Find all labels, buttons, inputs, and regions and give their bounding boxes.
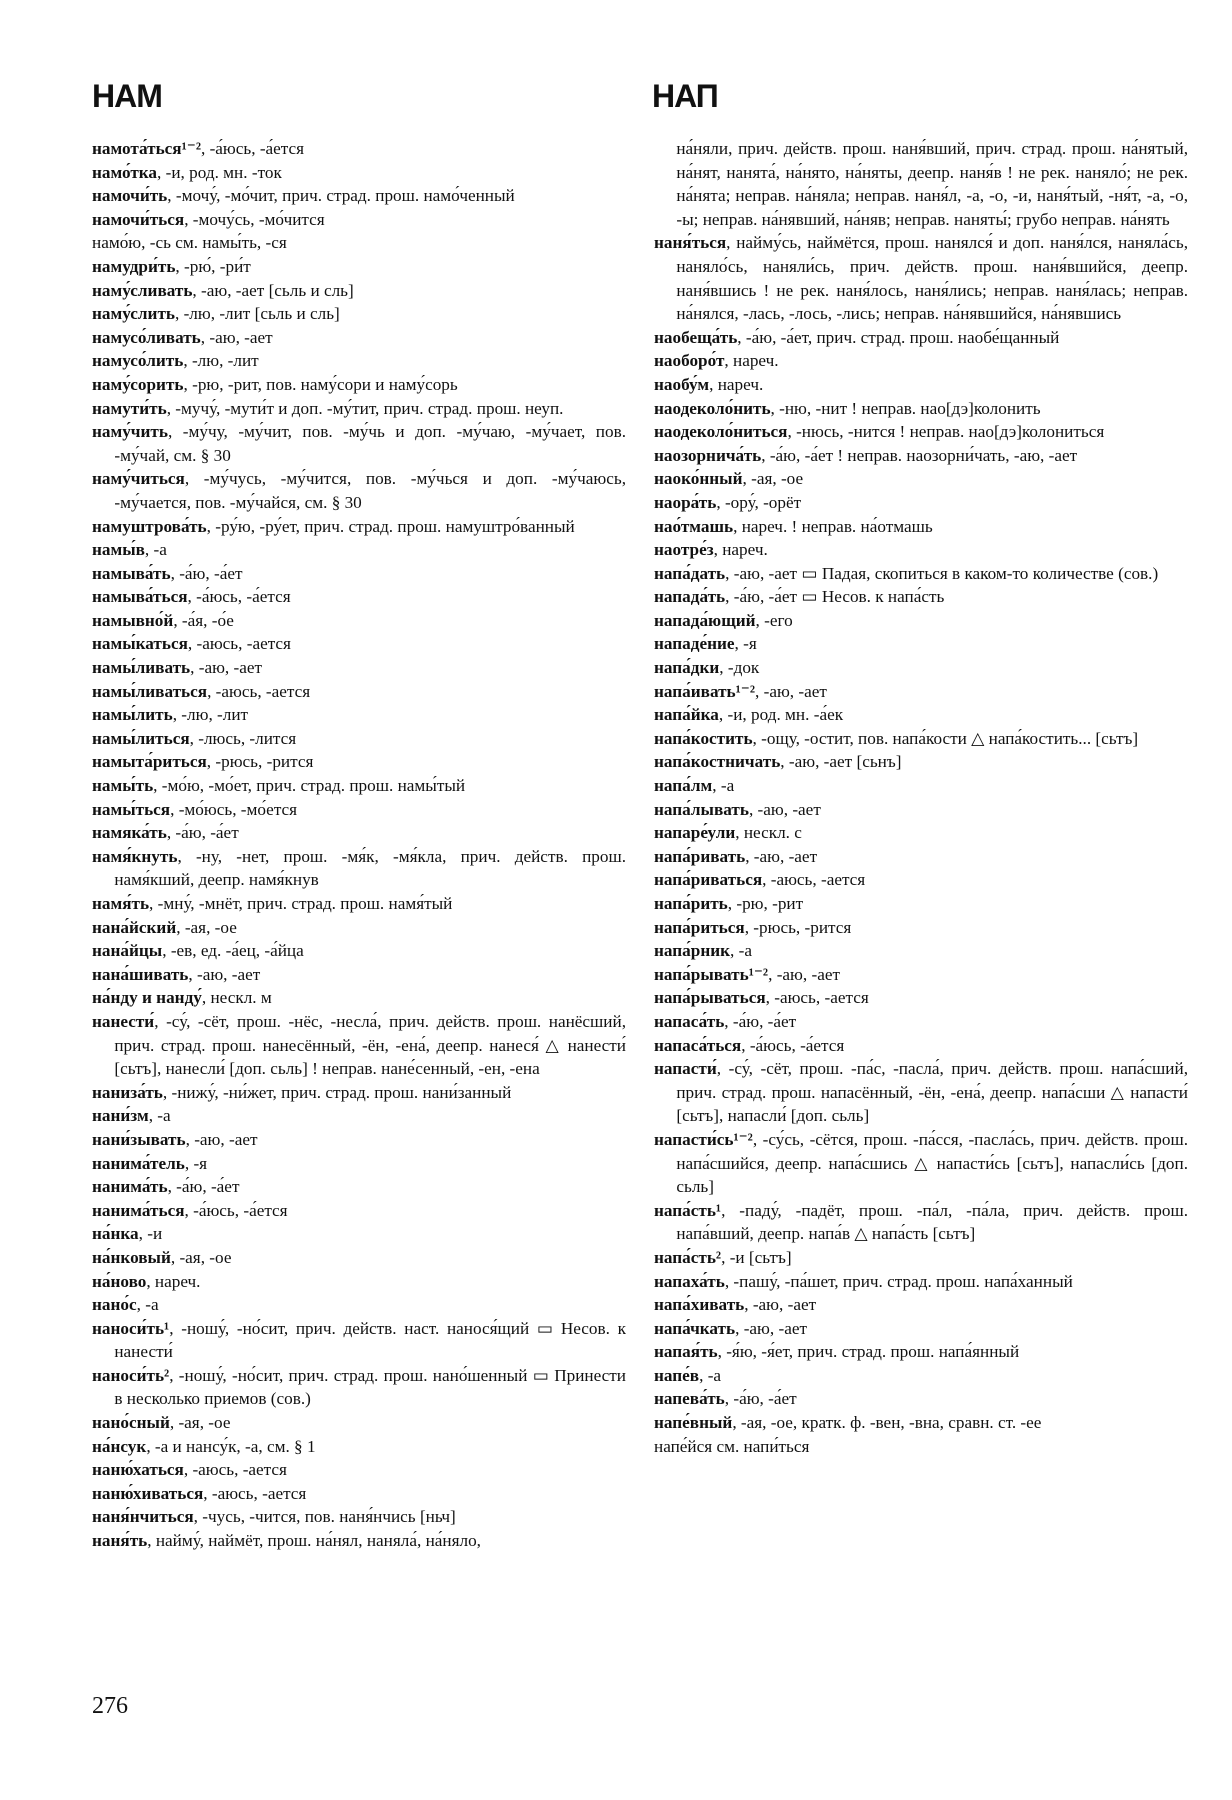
entry-definition: , -му́чусь, -му́чится, пов. -му́чься и доп. -му́чаюсь, -му́чается, пов. -му́чайся, см. § 30 <box>114 469 626 512</box>
entry-definition: , -аю, -ает <box>745 846 818 866</box>
entry-definition: , -аю, -ает <box>735 1318 807 1338</box>
entry-definition: , -а́юсь, -а́ется <box>187 587 291 607</box>
headword: наоко́нный <box>654 469 743 489</box>
entry-definition: , -аю, -ает <box>768 964 840 984</box>
dictionary-entry <box>92 680 626 704</box>
entry-definition: , найму́, наймёт, прош. на́нял, наняла́, на́няло, <box>147 1531 481 1551</box>
dictionary-entry <box>92 727 626 751</box>
entry-definition: , -ая, -ое <box>176 917 237 937</box>
dictionary-entry <box>654 585 1188 609</box>
entry-definition: , -а́ю, -а́ет ! неправ. наозорни́чать, -аю, -ает <box>761 445 1078 465</box>
entry-definition: , -а <box>730 941 752 961</box>
entry-definition: , -а и нансу́к, -а, см. § 1 <box>146 1436 316 1456</box>
headword: нанима́ть <box>92 1177 168 1197</box>
entry-definition: , -я <box>184 1153 208 1173</box>
entry-definition: , -чусь, -чится, пов. наня́нчись [ньч] <box>193 1507 456 1527</box>
headword: наму́сливать <box>92 280 193 300</box>
entry-definition: , -мну́, -мнёт, прич. страд. прош. намя́тый <box>149 894 453 913</box>
headword: намы́каться <box>92 634 188 654</box>
entry-definition: , -ру́ю, -ру́ет, прич. страд. прош. намуштро́ванный <box>206 516 575 536</box>
headword: намыва́ться <box>92 587 188 607</box>
dictionary-entry <box>92 632 626 656</box>
dictionary-entry <box>654 1199 1188 1246</box>
headword: намы́ть <box>92 776 154 796</box>
entry-definition: , -му́чу, -му́чит, пов. -му́чь и доп. -му́чаю, -му́чает, пов. -му́чай, см. § 30 <box>114 422 626 465</box>
dictionary-entry <box>92 1010 626 1081</box>
dictionary-entry <box>92 397 626 421</box>
dictionary-entry <box>92 184 626 208</box>
headword: наноси́ть² <box>92 1365 170 1385</box>
entry-definition: , -ору́, -орёт <box>716 492 802 512</box>
headword: напа́рываться <box>654 988 766 1008</box>
headword: намути́ть <box>92 398 167 418</box>
headword: напа́костничать <box>654 752 781 772</box>
entry-definition: , -ню, -нит ! неправ. нао[дэ]колонить <box>770 398 1041 418</box>
entry-definition: , -пашу́, -па́шет, прич. страд. прош. напа́ханный <box>724 1271 1073 1291</box>
header-left: НАМ <box>92 78 162 114</box>
entry-definition: , -его <box>755 610 793 630</box>
dictionary-entry <box>92 1505 626 1529</box>
headword: нано́с <box>92 1295 137 1315</box>
headword: намуштрова́ть <box>92 516 207 536</box>
headword: наноси́ть¹ <box>92 1318 170 1338</box>
dictionary-entry <box>654 1387 1188 1411</box>
headword: намы́в <box>92 540 145 560</box>
dictionary-entry <box>654 373 1188 397</box>
headword: наму́сорить <box>92 374 184 394</box>
dictionary-entry <box>654 349 1188 373</box>
entry-definition: , -ощу, -остит, пов. напа́кости △ напа́костить... [сьтъ] <box>752 728 1139 748</box>
headword: напаре́ули <box>654 823 736 843</box>
entry-definition: , -я <box>734 634 757 654</box>
entry-definition: , -су́, -сёт, прош. -нёс, -несла́, прич. действ. прош. нанёсший, прич. страд. прош. нанесённый, -ён, -ена́, деепр. нанеся́ △ нанести́ [сьтъ], нанесли́ [доп. сьль] ! неправ. нане́сенный, -ен, -ена <box>114 1011 626 1079</box>
dictionary-entry <box>92 774 626 798</box>
entry-definition: , -ношу́, -но́сит, прич. действ. наст. нанося́щий ▭ Несов. к нанести́ <box>114 1318 626 1362</box>
dictionary-entry <box>654 727 1188 751</box>
headword: наобу́м <box>654 374 710 394</box>
dictionary-entry <box>92 1081 626 1105</box>
dictionary-entry <box>92 1435 626 1459</box>
entry-definition: , -лю, -лит <box>183 351 259 371</box>
dictionary-entry <box>654 1340 1188 1364</box>
dictionary-entry <box>654 1411 1188 1435</box>
headword: нана́йский <box>92 917 177 937</box>
entry-definition: , -ая, -ое <box>169 1413 231 1433</box>
headword: нани́зм <box>92 1106 149 1126</box>
dictionary-entry <box>654 774 1188 798</box>
entry-definition: , -ая, -ое <box>170 1247 232 1267</box>
entry-definition: , -а́ю, -а́ет <box>170 563 243 583</box>
entry-definition: , -ая, -ое <box>742 469 804 489</box>
headword: нани́зывать <box>92 1129 186 1149</box>
dictionary-entry <box>92 986 626 1010</box>
dictionary-entry <box>654 231 1188 325</box>
dictionary-entry <box>92 515 626 539</box>
dictionary-entry <box>654 467 1188 491</box>
entry-definition: , -аюсь, -ается <box>765 988 869 1008</box>
dictionary-entry <box>92 231 626 255</box>
dictionary-entry <box>92 279 626 303</box>
headword: намусо́лить <box>92 351 184 371</box>
dictionary-entry <box>654 963 1188 987</box>
headword: напа́дать <box>654 563 726 583</box>
headword: на́ново <box>92 1271 147 1291</box>
headword: напа́рывать¹⁻² <box>654 964 769 984</box>
dictionary-entry <box>654 821 1188 845</box>
entry-definition: , -аю, -ает <box>185 1129 258 1149</box>
dictionary-entry <box>654 1034 1188 1058</box>
entry-definition: , -мучу́, -мути́т и доп. -му́тит, прич. страд. прош. неуп. <box>166 398 564 418</box>
dictionary-entry <box>654 1128 1188 1199</box>
entry-definition: , -нижу́, -ни́жет, прич. страд. прош. нани́занный <box>162 1082 512 1102</box>
entry-definition: , -аюсь, -ается <box>207 681 311 701</box>
dictionary-entry <box>92 208 626 232</box>
dictionary-entry <box>92 562 626 586</box>
headword: наня́нчиться <box>92 1507 194 1527</box>
entry-definition: , нескл. с <box>735 823 802 843</box>
headword: наня́ть <box>92 1531 148 1551</box>
entry-definition: , -аюсь, -ается <box>183 1460 287 1480</box>
entry-definition: , -а́ю, -а́ет <box>724 1389 797 1409</box>
headword: намывно́й <box>92 610 174 630</box>
headword: намы́ливать <box>92 658 191 678</box>
dictionary-entry <box>92 892 626 916</box>
entry-definition: напе́йся см. напи́ться <box>654 1436 810 1456</box>
headword: напа́рить <box>654 894 728 913</box>
headword: напаса́ться <box>654 1035 742 1055</box>
entry-definition: , -а́ю, -а́ет, прич. страд. прош. наобе́щанный <box>737 327 1060 347</box>
headword: нанима́тель <box>92 1153 185 1173</box>
headword: наора́ть <box>654 492 717 512</box>
entry-definition: , -а <box>699 1365 722 1385</box>
headword: намусо́ливать <box>92 327 201 347</box>
dictionary-entry <box>92 939 626 963</box>
dictionary-entry <box>654 1246 1188 1270</box>
headword: на́нковый <box>92 1247 171 1267</box>
entry-definition: , -а́юсь, -а́ется <box>741 1035 845 1055</box>
entry-definition: , -аюсь, -ается <box>762 870 866 890</box>
dictionary-entry <box>654 1317 1188 1341</box>
headword: намо́тка <box>92 162 158 182</box>
headword: наозорнича́ть <box>654 445 762 465</box>
headword: напа́йка <box>654 705 719 725</box>
dictionary-entry <box>654 1270 1188 1294</box>
entry-definition: , -аю, -ает ▭ Падая, скопиться в каком-то количестве (сов.) <box>725 563 1159 583</box>
entry-definition: , -а́ю, -а́ет <box>724 1011 797 1031</box>
dictionary-entry <box>92 845 626 892</box>
headword: намочи́ться <box>92 209 185 229</box>
entry-definition: , -ну, -нет, прош. -мя́к, -мя́кла, прич. действ. прош. намя́кший, деепр. намя́кнув <box>114 846 626 890</box>
dictionary-entry <box>654 986 1188 1010</box>
entry-definition: , -рю́, -ри́т <box>175 256 251 276</box>
dictionary-entry <box>92 609 626 633</box>
dictionary-entry <box>654 515 1188 539</box>
headword: нанести́ <box>92 1011 155 1031</box>
headword: напе́вный <box>654 1413 733 1433</box>
headword: напа́риваться <box>654 870 763 890</box>
entry-definition: , -аюсь, -ается <box>203 1483 307 1503</box>
entry-definition: , -рюсь, -рится <box>744 917 852 937</box>
entry-definition: , -и, род. мн. -а́ек <box>718 705 844 725</box>
entry-definition: , -ая, -ое, кратк. ф. -вен, -вна, сравн. ст. -ее <box>732 1413 1042 1433</box>
dictionary-entry <box>92 420 626 467</box>
dictionary-entry <box>654 798 1188 822</box>
dictionary-entry <box>92 302 626 326</box>
headword: наму́читься <box>92 469 185 489</box>
dictionary-entry <box>92 916 626 940</box>
entry-definition: , -аю, -ает [сьль и сль] <box>192 280 354 300</box>
dictionary-entry <box>654 562 1188 586</box>
entry-definition: , -рю, -рит <box>727 894 804 913</box>
headword: напа́рник <box>654 941 731 961</box>
entry-definition: , -аю, -ает <box>755 681 827 701</box>
dictionary-entry <box>92 349 626 373</box>
dictionary-entry <box>654 868 1188 892</box>
headword: наму́чить <box>92 422 168 442</box>
headword: наму́слить <box>92 304 175 324</box>
entry-definition: , -лю, -лит <box>172 705 249 725</box>
headword: нана́йцы <box>92 941 163 961</box>
entry-definition: намо́ю, -сь см. намы́ть, -ся <box>92 233 287 253</box>
headword: напа́риться <box>654 917 745 937</box>
header-right: НАП <box>652 78 718 114</box>
headword: намота́ться¹⁻² <box>92 139 201 158</box>
entry-definition: , -лю, -лит [сьль и сль] <box>174 304 340 324</box>
dictionary-entry <box>92 161 626 185</box>
headword: намыва́ть <box>92 563 171 583</box>
dictionary-entry <box>92 1317 626 1364</box>
entry-definition: , -и, род. мн. -ток <box>157 162 282 182</box>
dictionary-entry <box>92 1175 626 1199</box>
headword: на́нду и нанду́ <box>92 988 202 1008</box>
headword: напа́ривать <box>654 846 746 866</box>
headword: напа́костить <box>654 728 753 748</box>
headword: напада́ть <box>654 587 726 607</box>
headword: наодеколо́нить <box>654 398 771 418</box>
dictionary-entry <box>92 467 626 514</box>
headword: нано́сный <box>92 1413 170 1433</box>
headword: наню́хаться <box>92 1460 184 1480</box>
entry-definition: , нескл. м <box>201 988 272 1008</box>
left-column <box>92 137 626 1553</box>
dictionary-entry <box>92 1364 626 1411</box>
entry-definition: , -аю, -ает [сьнъ] <box>780 752 902 772</box>
dictionary-entry <box>654 397 1188 421</box>
dictionary-entry <box>92 1199 626 1223</box>
entry-definition: , нареч. ! неправ. на́отмашь <box>733 516 933 536</box>
headword: напа́чкать <box>654 1318 736 1338</box>
dictionary-entry <box>92 585 626 609</box>
entry-definition: , -мочу́, -мо́чит, прич. страд. прош. намо́ченный <box>167 186 515 206</box>
dictionary-entry <box>92 373 626 397</box>
entry-definition: , -нюсь, -нится ! неправ. нао[дэ]колониться <box>787 422 1105 442</box>
headword: нао́тмашь <box>654 516 734 536</box>
dictionary-entry <box>654 750 1188 774</box>
entry-definition: на́няли, прич. действ. прош. наня́вший, прич. страд. прош. на́нятый, на́нят, нанята́, на́нято, на́няты, деепр. наня́в ! не рек. наняло́; не рек. на́нята; неправ. на́няла; неправ. наня́л, -а, -о, -и, наня́тый, -ня́т, -а, -о, -ы; неправ. на́нявший, на́няв; неправ. наняты́; грубо неправ. на́нять <box>676 139 1188 229</box>
headword: напасти́сь¹⁻² <box>654 1129 753 1149</box>
entry-definition: , -ев, ед. -а́ец, -а́йца <box>162 941 304 961</box>
dictionary-entry <box>654 656 1188 680</box>
headword: нанима́ться <box>92 1200 185 1220</box>
dictionary-entry <box>92 1411 626 1435</box>
entry-definition: , нареч. <box>724 351 779 371</box>
entry-definition: , -люсь, -лится <box>189 728 297 748</box>
headword: напасти́ <box>654 1059 717 1079</box>
entry-definition: , -а́ю, -а́ет <box>166 823 239 843</box>
entry-definition: , -паду́, -падёт, прош. -па́л, -па́ла, прич. действ. прош. напа́вший, деепр. напа́в △ напа́сть [сьтъ] <box>676 1200 1188 1244</box>
dictionary-entry <box>654 538 1188 562</box>
entry-definition: , -су́сь, -сётся, прош. -па́сся, -пасла́сь, прич. действ. прош. напа́сшийся, деепр. напа́сшись △ напасти́сь [сьтъ], напасли́сь [доп. сьль] <box>676 1129 1188 1197</box>
headword: напа́сть¹ <box>654 1200 722 1220</box>
headword: наоборо́т <box>654 351 725 371</box>
dictionary-entry <box>654 892 1188 916</box>
dictionary-entry <box>92 1246 626 1270</box>
dictionary-entry <box>92 1128 626 1152</box>
dictionary-entry <box>654 420 1188 444</box>
headword: напа́лм <box>654 776 713 796</box>
dictionary-entry <box>92 137 626 161</box>
entry-definition: , -су́, -сёт, прош. -па́с, -пасла́, прич. действ. прош. напа́сший, прич. страд. прош. напасённый, -ён, -ена́, деепр. напа́сши △ напасти́ [сьтъ], напасли́ [доп. сьль] <box>676 1059 1188 1126</box>
dictionary-entry <box>654 444 1188 468</box>
dictionary-entry <box>92 963 626 987</box>
page-number: 276 <box>92 1693 128 1719</box>
headword: на́нка <box>92 1224 139 1244</box>
dictionary-entry <box>92 326 626 350</box>
entry-definition: , -а <box>144 540 167 560</box>
headword: намяка́ть <box>92 823 167 843</box>
headword: намыта́риться <box>92 752 207 772</box>
headword: намы́литься <box>92 728 190 748</box>
headword: напе́в <box>654 1365 700 1385</box>
headword: намя́кнуть <box>92 846 178 866</box>
headword: намя́ть <box>92 894 150 913</box>
dictionary-entry <box>92 656 626 680</box>
entry-definition: , -и <box>138 1224 163 1244</box>
headword: наодеколо́ниться <box>654 422 788 442</box>
entry-definition: , -рюсь, -рится <box>206 752 314 772</box>
entry-definition: , -а́я, -о́е <box>173 610 234 630</box>
dictionary-entry <box>654 1293 1188 1317</box>
dictionary-entry <box>92 1104 626 1128</box>
dictionary-entry <box>92 703 626 727</box>
headword: намы́лить <box>92 705 173 725</box>
dictionary-entry <box>92 1222 626 1246</box>
headword: наотре́з <box>654 540 714 560</box>
entry-definition: , -док <box>719 658 760 678</box>
headword: напаса́ть <box>654 1011 725 1031</box>
right-column <box>654 137 1188 1458</box>
entry-definition: , -ношу́, -но́сит, прич. страд. прош. нано́шенный ▭ Принести в несколько приемов (сов.) <box>114 1365 626 1409</box>
headword: напа́лывать <box>654 799 749 819</box>
dictionary-entry <box>654 1010 1188 1034</box>
headword: напа́дки <box>654 658 720 678</box>
dictionary-entry <box>654 491 1188 515</box>
headword: напева́ть <box>654 1389 725 1409</box>
headword: нана́шивать <box>92 964 189 984</box>
entry-definition: , -а <box>148 1106 171 1126</box>
dictionary-entry <box>654 1435 1188 1459</box>
entry-definition: , -аюсь, -ается <box>187 634 291 654</box>
entry-definition: , нареч. <box>146 1271 201 1291</box>
dictionary-entry <box>654 609 1188 633</box>
dictionary-entry <box>654 939 1188 963</box>
dictionary-entry <box>92 1529 626 1553</box>
entry-definition: , -и [сьтъ] <box>721 1247 792 1267</box>
headword: намудри́ть <box>92 256 176 276</box>
headword: напа́ивать¹⁻² <box>654 681 756 701</box>
dictionary-entry <box>92 538 626 562</box>
entry-definition: , -аю, -ает <box>744 1295 817 1315</box>
headword: намы́ливаться <box>92 681 208 701</box>
dictionary-entry <box>92 798 626 822</box>
dictionary-entry <box>92 1152 626 1176</box>
dictionary-entry <box>92 750 626 774</box>
headword: напа́сть² <box>654 1247 722 1267</box>
headword: намочи́ть <box>92 186 168 206</box>
dictionary-entry <box>92 1270 626 1294</box>
dictionary-entry <box>654 1364 1188 1388</box>
dictionary-entry <box>654 326 1188 350</box>
entry-definition: , -а́ю, -а́ет ▭ Несов. к напа́сть <box>725 587 945 607</box>
headword: намы́ться <box>92 799 171 819</box>
entry-definition: , -аю, -ает <box>200 327 273 347</box>
entry-definition: , -аю, -ает <box>188 964 261 984</box>
dictionary-entry <box>92 1482 626 1506</box>
headword: напа́хивать <box>654 1295 745 1315</box>
entry-definition: , -а́юсь, -а́ется <box>200 139 305 158</box>
headword: наобеща́ть <box>654 327 738 347</box>
entry-definition: , -мо́юсь, -мо́ется <box>170 799 298 819</box>
dictionary-entry <box>92 1293 626 1317</box>
headword: напаха́ть <box>654 1271 725 1291</box>
headword: напая́ть <box>654 1342 718 1362</box>
dictionary-entry <box>654 916 1188 940</box>
dictionary-entry <box>654 632 1188 656</box>
dictionary-entry <box>654 680 1188 704</box>
dictionary-entry <box>654 137 1188 231</box>
dictionary-entry <box>92 255 626 279</box>
headword: нападе́ние <box>654 634 735 654</box>
headword: наню́хиваться <box>92 1483 204 1503</box>
entry-definition: , -мочу́сь, -мо́чится <box>184 209 325 229</box>
entry-definition: , нареч. <box>709 374 764 394</box>
entry-definition: , -а́ю, -а́ет <box>167 1177 240 1197</box>
headword: на́нсук <box>92 1436 147 1456</box>
entry-definition: , -а <box>712 776 735 796</box>
entry-definition: , найму́сь, наймётся, прош. нанялся́ и доп. наня́лся, наняла́сь, наняло́сь, наняли́сь, прич. действ. прош. наня́вшийся, деепр. наня́вшись ! не рек. наня́лось, наня́лись; неправ. наня́лась; неправ. на́нялся, -лась, -лось, -лись; неправ. на́нявшийся, на́нявшись <box>676 233 1188 324</box>
entry-definition: , -мо́ю, -мо́ет, прич. страд. прош. намы́тый <box>153 776 466 796</box>
entry-definition: , -а <box>136 1295 159 1315</box>
entry-definition: , -а́юсь, -а́ется <box>184 1200 288 1220</box>
dictionary-entry <box>654 703 1188 727</box>
entry-definition: , -я́ю, -я́ет, прич. страд. прош. напа́янный <box>717 1342 1020 1362</box>
headword: напада́ющий <box>654 610 756 630</box>
entry-definition: , -аю, -ает <box>190 658 263 678</box>
entry-definition: , -аю, -ает <box>748 799 821 819</box>
dictionary-entry <box>92 1458 626 1482</box>
dictionary-entry <box>654 1057 1188 1128</box>
headword: наниза́ть <box>92 1082 163 1102</box>
dictionary-entry <box>92 821 626 845</box>
entry-definition: , -рю, -рит, пов. наму́сори и наму́сорь <box>183 374 458 394</box>
headword: наня́ться <box>654 233 727 253</box>
dictionary-entry <box>654 845 1188 869</box>
entry-definition: , нареч. <box>713 540 768 560</box>
